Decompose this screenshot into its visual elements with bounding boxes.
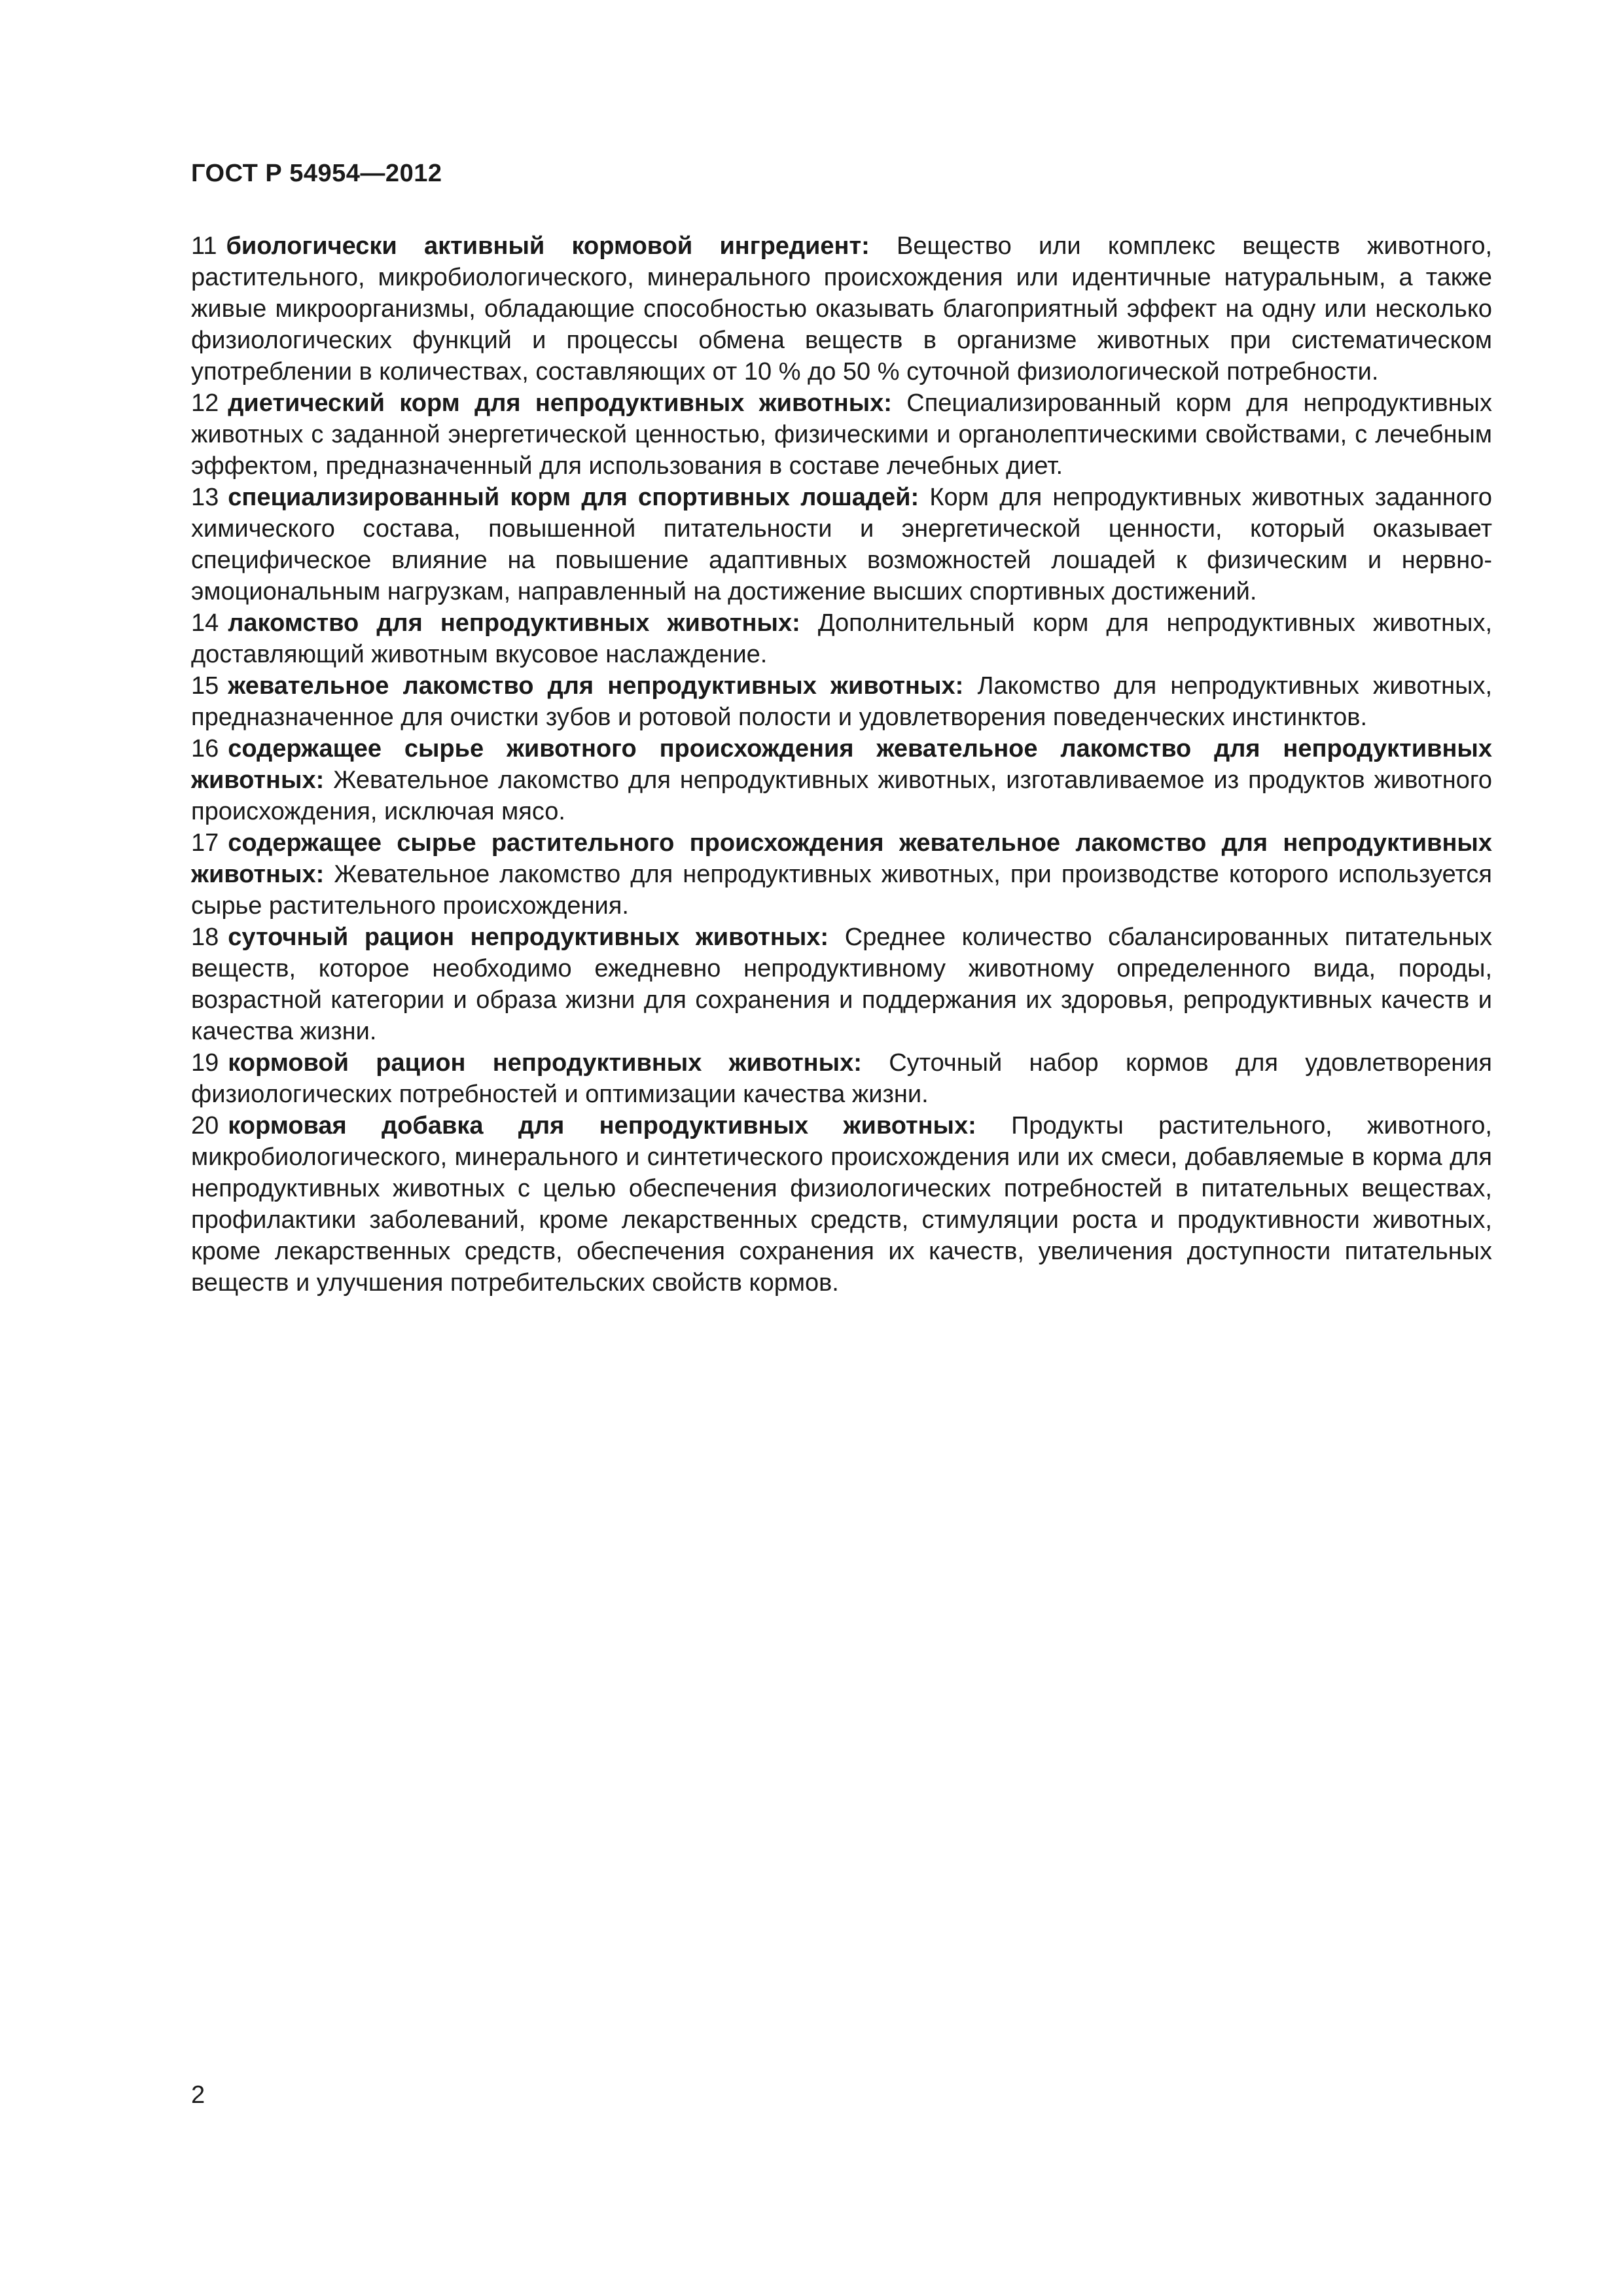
term-number: 19 [191,1049,219,1077]
term-name: биологически активный кормовой ингредиент: [226,232,870,260]
term-definition: Лакомство для непродуктивных животных, предназначенное для очистки зубов и ротовой полости и удовлетворения поведенческих инстинктов. [191,672,1493,731]
term-18 [191,922,1492,1047]
term-number: 11 [191,232,217,260]
term-name: специализированный корм для спортивных лошадей: [228,484,919,511]
term-number: 18 [191,924,219,951]
term-definition: Продукты растительного, животного, микробиологического, минерального и синтетического происхождения или их смеси, добавляемые в корма для непродуктивных животных с целью обеспечения физиологических потребностей в питательных веществах, профилактики заболеваний, кроме лекарственных средств, стимуляции роста и продуктивности животных, кроме лекарственных средств, обеспечения сохранения их качеств, увеличения доступности питательных веществ и улучшения потребительских свойств кормов. [191,1112,1492,1297]
term-17 [191,827,1492,922]
term-name: жевательное лакомство для непродуктивных животных: [228,672,964,700]
term-name: содержащее сырье животного происхождения жевательное лакомство для непродуктивных животных: [191,735,1492,794]
term-number: 16 [191,735,219,762]
term-definition: Дополнительный корм для непродуктивных животных, доставляющий животным вкусовое наслаждение. [191,609,1492,668]
term-14 [191,607,1492,670]
term-number: 17 [191,829,219,857]
term-name: лакомство для непродуктивных животных: [228,609,800,637]
term-definition: Среднее количество сбалансированных питательных веществ, которое необходимо ежедневно непродуктивному животному определенного вида, породы, возрастной категории и образа жизни для сохранения и поддержания их здоровья, репродуктивных качеств и качества жизни. [191,924,1492,1045]
page-number: 2 [191,2081,205,2109]
term-19 [191,1047,1492,1110]
term-number: 20 [191,1112,219,1139]
term-13 [191,482,1492,607]
term-definition: Жевательное лакомство для непродуктивных животных, изготавливаемое из продуктов животного происхождения, исключая мясо. [191,766,1492,825]
term-15 [191,670,1492,733]
term-20 [191,1110,1492,1299]
term-16 [191,733,1492,827]
term-definition: Суточный набор кормов для удовлетворения физиологических потребностей и оптимизации качества жизни. [191,1049,1492,1108]
term-definition: Вещество или комплекс веществ животного, растительного, микробиологического, минерального происхождения или идентичные натуральным, а также живые микроорганизмы, обладающие способностью оказывать благоприятный эффект на одну или несколько физиологических функций и процессы обмена веществ в организме животных при систематическом употреблении в количествах, составляющих от 10 % до 50 % суточной физиологической потребности. [191,232,1493,386]
term-number: 15 [191,672,219,700]
term-name: суточный рацион непродуктивных животных: [228,924,829,951]
term-12 [191,387,1492,482]
term-name: кормовая добавка для непродуктивных животных: [228,1112,976,1139]
terms-list [191,230,1492,1299]
term-definition: Корм для непродуктивных животных заданного химического состава, повышенной питательности и энергетической ценности, который оказывает специфическое влияние на повышение адаптивных возможностей лошадей к физическим и нервно-эмоциональным нагрузкам, направленный на достижение высших спортивных достижений. [191,484,1492,605]
term-name: содержащее сырье растительного происхождения жевательное лакомство для непродуктивных животных: [191,829,1492,888]
term-definition: Специализированный корм для непродуктивных животных с заданной энергетической ценностью, физическими и органолептическими свойствами, с лечебным эффектом, предназначенный для использования в составе лечебных диет. [191,389,1492,480]
term-name: кормовой рацион непродуктивных животных: [228,1049,862,1077]
term-name: диетический корм для непродуктивных животных: [228,389,892,417]
term-definition: Жевательное лакомство для непродуктивных животных, при производстве которого используется сырье растительного происхождения. [191,861,1492,920]
term-number: 13 [191,484,219,511]
term-number: 14 [191,609,219,637]
term-number: 12 [191,389,219,417]
term-11 [191,230,1492,387]
document-header: ГОСТ Р 54954—2012 [191,160,442,187]
